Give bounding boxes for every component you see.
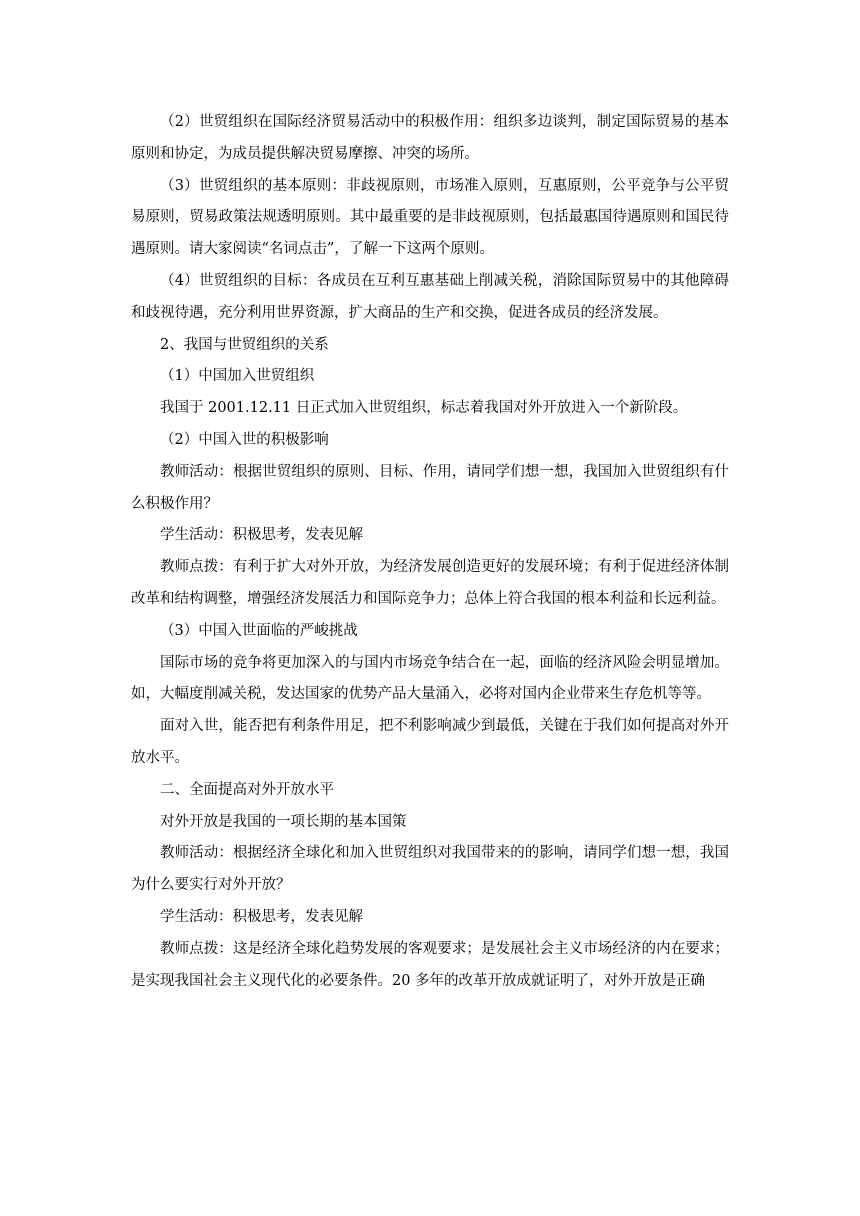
- paragraph-student-activity-2: 学生活动：积极思考，发表见解: [160, 908, 363, 925]
- paragraph-accession-date: 我国于 2001.12.11 日正式加入世贸组织，标志着我国对外开放进入一个新阶段。: [160, 400, 688, 417]
- paragraph-wto-principles: （3）世贸组织的基本原则：非歧视原则，市场准入原则，互惠原则，公平竞争与公平贸易原则，贸易政策法规透明原则。其中最重要的是非歧视原则，包括最惠国待遇原则和国民待遇原则。请大家阅读“名词点击”，了解一下这两个原则。: [131, 177, 729, 258]
- document-body: [131, 107, 729, 997]
- paragraph-wto-goals: （4）世贸组织的目标：各成员在互利互惠基础上削减关税，消除国际贸易中的其他障碍和歧视待遇，充分利用世界资源，扩大商品的生产和交换，促进各成员的经济发展。: [131, 272, 729, 321]
- paragraph-wto-role: （2）世贸组织在国际经济贸易活动中的积极作用：组织多边谈判，制定国际贸易的基本原则和协定，为成员提供解决贸易摩擦、冲突的场所。: [131, 114, 729, 162]
- subheading-china-joins-wto: （1）中国加入世贸组织: [160, 368, 315, 385]
- paragraph-teacher-guidance-2: 教师点拨：这是经济全球化趋势发展的客观要求；是发展社会主义市场经济的内在要求；是实现我国社会主义现代化的必要条件。20 多年的改革开放成就证明了，对外开放是正确: [131, 940, 729, 989]
- paragraph-student-activity-1: 学生活动：积极思考，发表见解: [160, 527, 363, 544]
- paragraph-teacher-activity-1: 教师活动：根据世贸组织的原则、目标、作用，请同学们想一想，我国加入世贸组织有什么积极作用？: [131, 463, 729, 512]
- subheading-challenges: （3）中国入世面临的严峻挑战: [160, 622, 358, 639]
- paragraph-basic-policy: 对外开放是我国的一项长期的基本国策: [160, 813, 407, 830]
- paragraph-teacher-guidance-1: 教师点拨：有利于扩大对外开放，为经济发展创造更好的发展环境；有利于促进经济体制改革和结构调整，增强经济发展活力和国际竞争力；总体上符合我国的根本利益和长远利益。: [131, 559, 729, 607]
- subheading-positive-impact: （2）中国入世的积极影响: [160, 431, 329, 448]
- paragraph-teacher-activity-2: 教师活动：根据经济全球化和加入世贸组织对我国带来的的影响，请同学们想一想，我国为什么要实行对外开放？: [131, 845, 729, 894]
- section-heading-open-level: 二、全面提高对外开放水平: [160, 781, 334, 798]
- paragraph-facing-accession: 面对入世，能否把有利条件用足，把不利影响减少到最低，关键在于我们如何提高对外开放水平。: [131, 718, 729, 766]
- section-heading-china-wto-relation: 2、我国与世贸组织的关系: [160, 336, 329, 353]
- paragraph-market-competition: 国际市场的竞争将更加深入的与国内市场竞争结合在一起，面临的经济风险会明显增加。如，大幅度削减关税，发达国家的优势产品大量涌入，必将对国内企业带来生存危机等等。: [131, 654, 729, 703]
